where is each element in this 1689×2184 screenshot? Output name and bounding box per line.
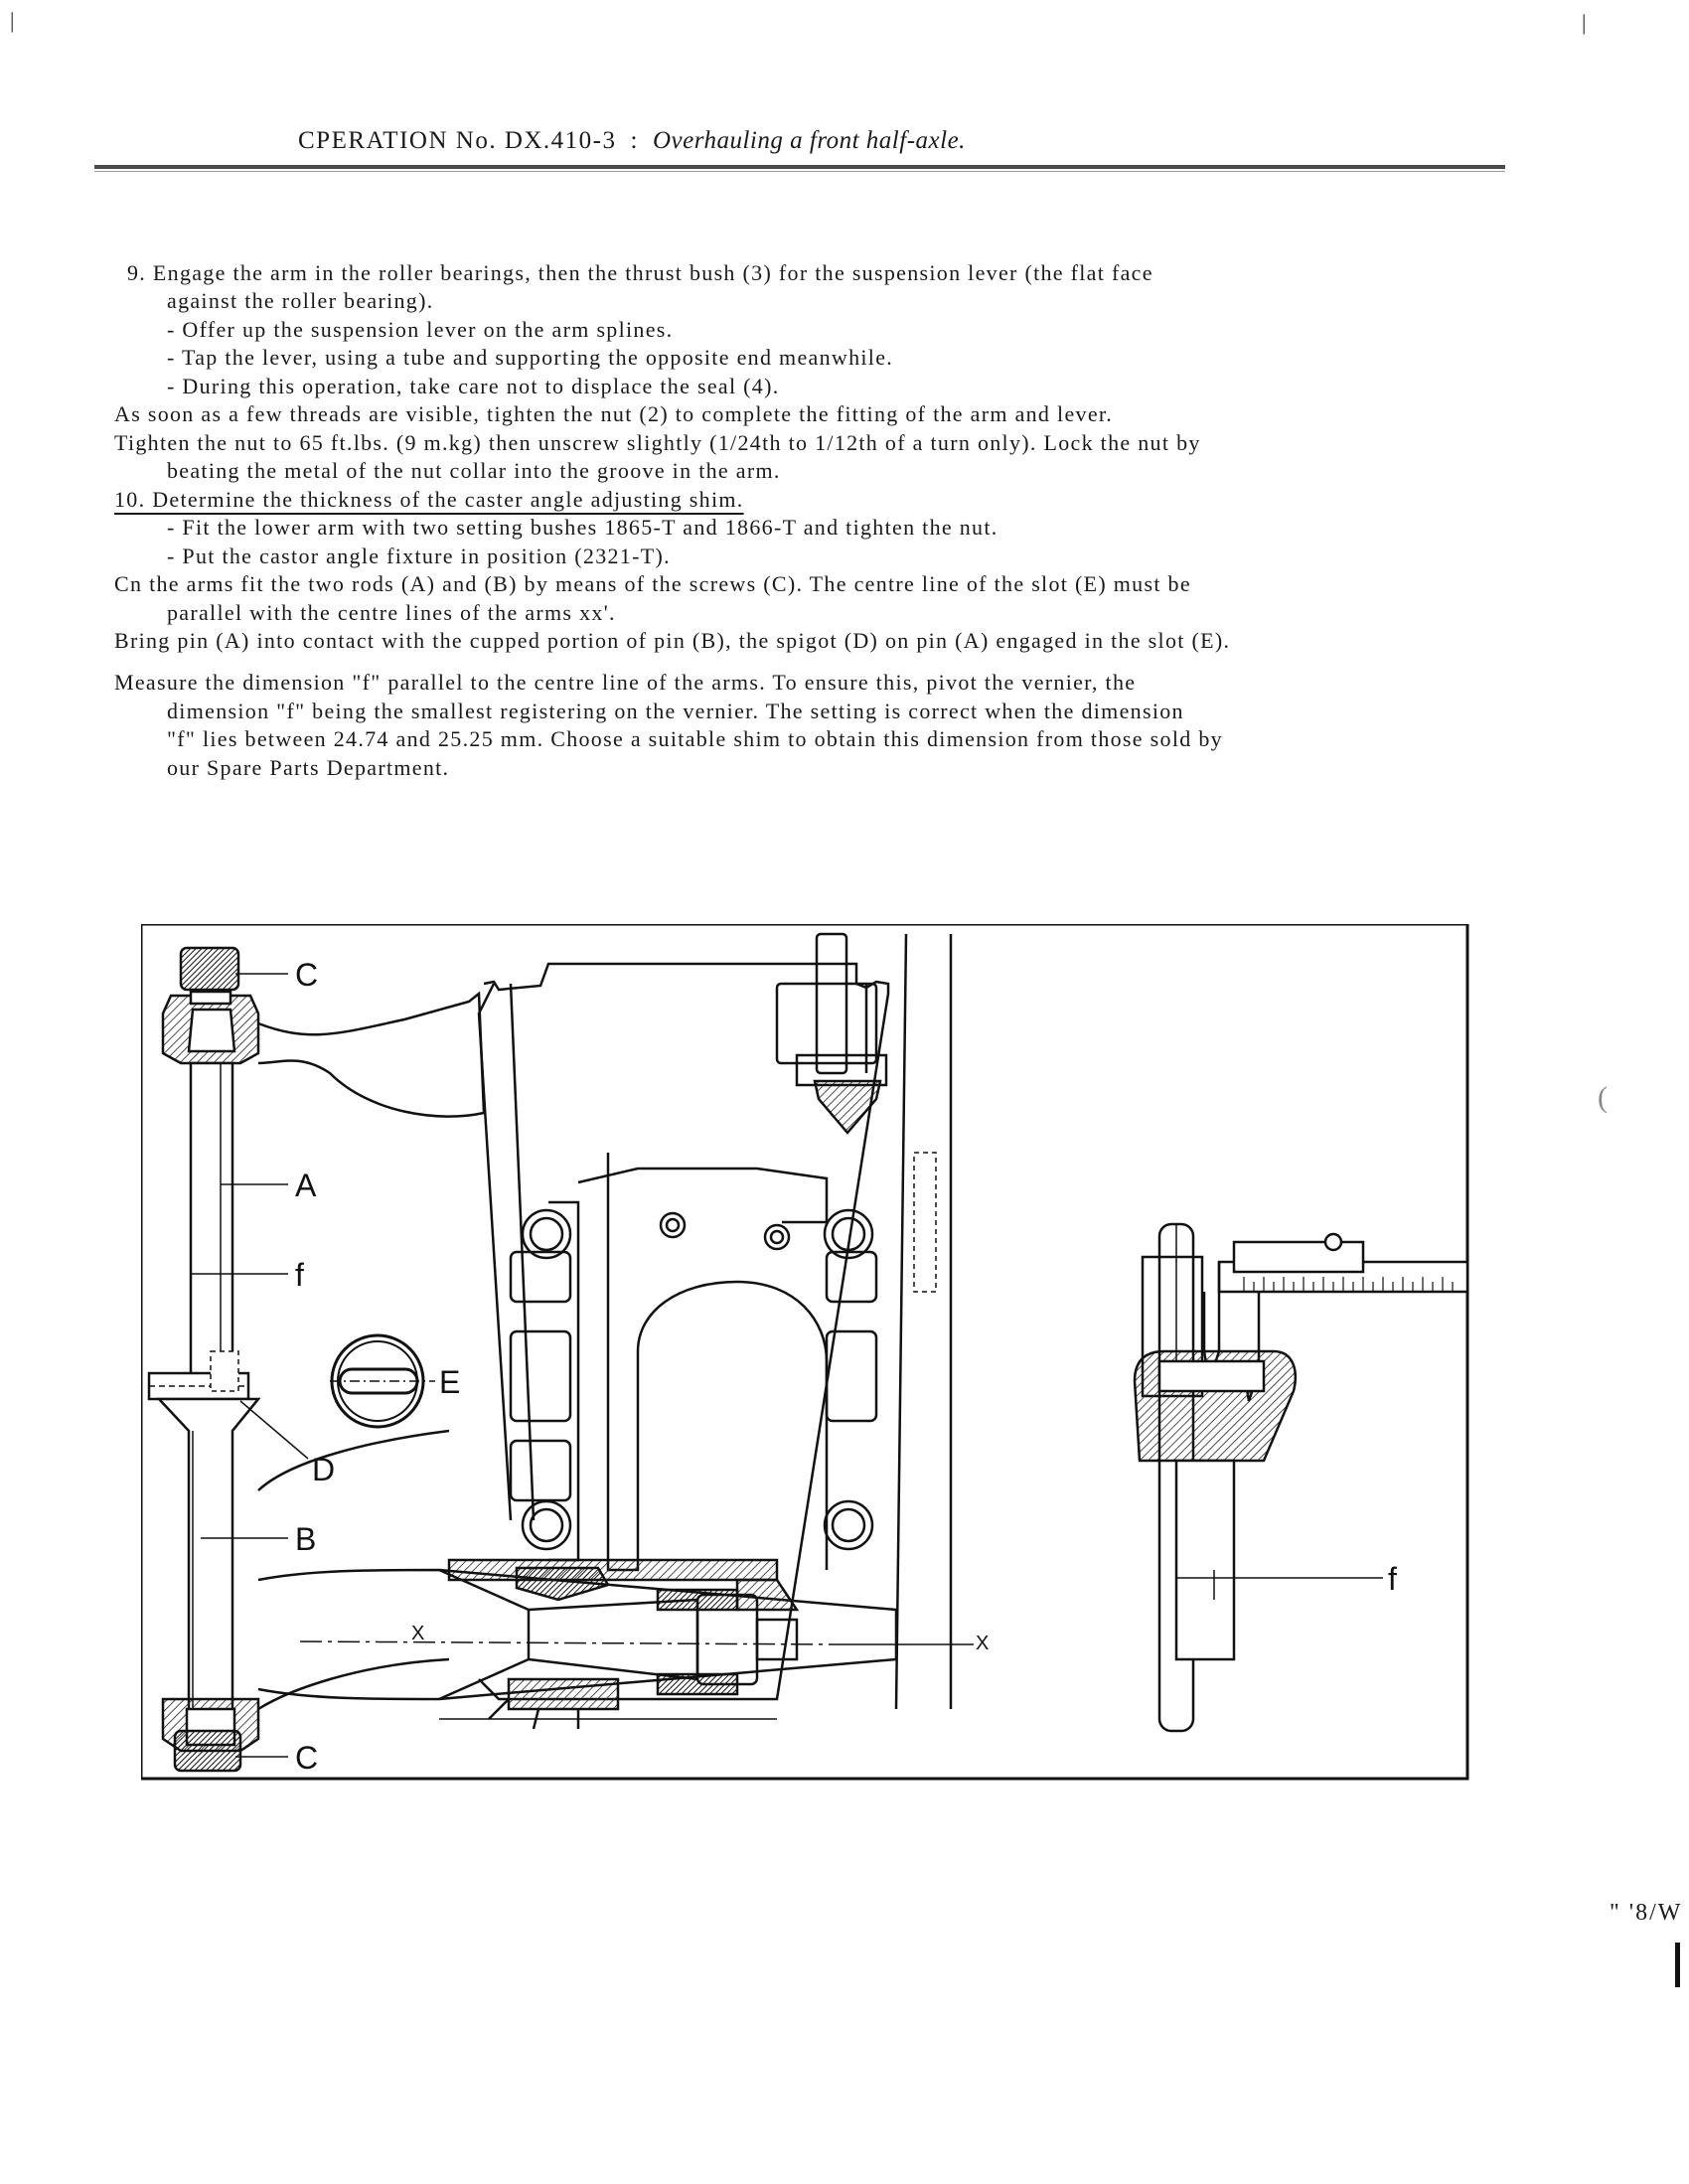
technical-drawing [141,924,1469,1781]
page-header [298,127,966,155]
header-rule [94,165,1505,169]
label-c-top: C [295,957,319,993]
operation-title: Overhauling a front half-axle. [652,127,966,154]
paragraph-rods-1: Cn the arms fit the two rods (A) and (B) by means of the screws (C). The centre line of the slot (E) must be [114,571,1191,596]
operation-number: CPERATION No. DX.410-3 [298,127,617,154]
step-10-bullet-2: - Put the castor angle fixture in position (2321-T). [167,544,671,568]
step-10-bullet-1: - Fit the lower arm with two setting bushes 1865-T and 1866-T and tighten the nut. [167,515,998,540]
label-x-right: X [976,1633,990,1654]
paragraph-measure-2: dimension "f" being the smallest registering on the vernier. The setting is correct when the dimension [167,699,1184,723]
label-d: D [312,1452,336,1487]
step-9-bullet-1: - Offer up the suspension lever on the arm splines. [167,317,674,342]
header-separator: : [630,127,639,154]
rod-assembly [149,948,258,1771]
rod-b [159,1399,258,1715]
step-9-bullet-2: - Tap the lever, using a tube and supporting the opposite end meanwhile. [167,345,894,370]
paragraph-measure-1: Measure the dimension "f" parallel to the centre line of the arms. To ensure this, pivot the vernier, the [114,670,1137,695]
paragraph-tighten-2: beating the metal of the nut collar into the groove in the arm. [167,458,781,483]
label-f-left: f [295,1257,304,1293]
scan-mark-paren: ( [1598,1081,1608,1114]
screw-c-bottom [175,1731,240,1771]
screw-c-top [181,948,238,990]
header-rule-thin [94,171,1505,172]
rod-a [191,1063,232,1381]
slot-e [330,1335,435,1427]
step-9-bullet-3: - During this operation, take care not to displace the seal (4). [167,374,780,398]
paragraph-threads: As soon as a few threads are visible, tighten the nut (2) to complete the fitting of the arm and lever. [114,401,1114,426]
paragraph-measure-4: our Spare Parts Department. [167,755,450,780]
step-9-line-1: 9. Engage the arm in the roller bearings, then the thrust bush (3) for the suspension lever (the flat face [127,260,1153,285]
page-reference: " '8/W [1610,1900,1683,1926]
step-9-line-2: against the roller bearing). [167,288,434,313]
scan-mark-left: | [10,8,15,33]
vernier-detail [1135,1224,1467,1731]
paragraph-pin: Bring pin (A) into contact with the cupped portion of pin (B), the spigot (D) on pin (A) engaged in the slot (E). [114,628,1231,653]
paragraph-tighten-1: Tighten the nut to 65 ft.lbs. (9 m.kg) then unscrew slightly (1/24th to 1/12th of a turn only). Lock the nut by [114,430,1201,455]
upper-arm [258,994,484,1709]
label-c-bottom: C [295,1740,319,1776]
label-x-left: X [411,1623,425,1644]
label-a: A [295,1168,317,1203]
label-e: E [439,1364,461,1400]
paragraph-measure-3: "f" lies between 24.74 and 25.25 mm. Choose a suitable shim to obtain this dimension from those sold by [167,726,1223,751]
step-10-heading: 10. Determine the thickness of the caster angle adjusting shim. [114,487,744,512]
scan-mark-right: | [1582,10,1587,35]
scan-edge-bar [1675,1943,1680,1987]
label-b: B [295,1521,317,1557]
paragraph-rods-2: parallel with the centre lines of the arms xx'. [167,600,616,625]
drawing-svg [141,924,1469,1781]
label-f-right: f [1388,1561,1397,1597]
